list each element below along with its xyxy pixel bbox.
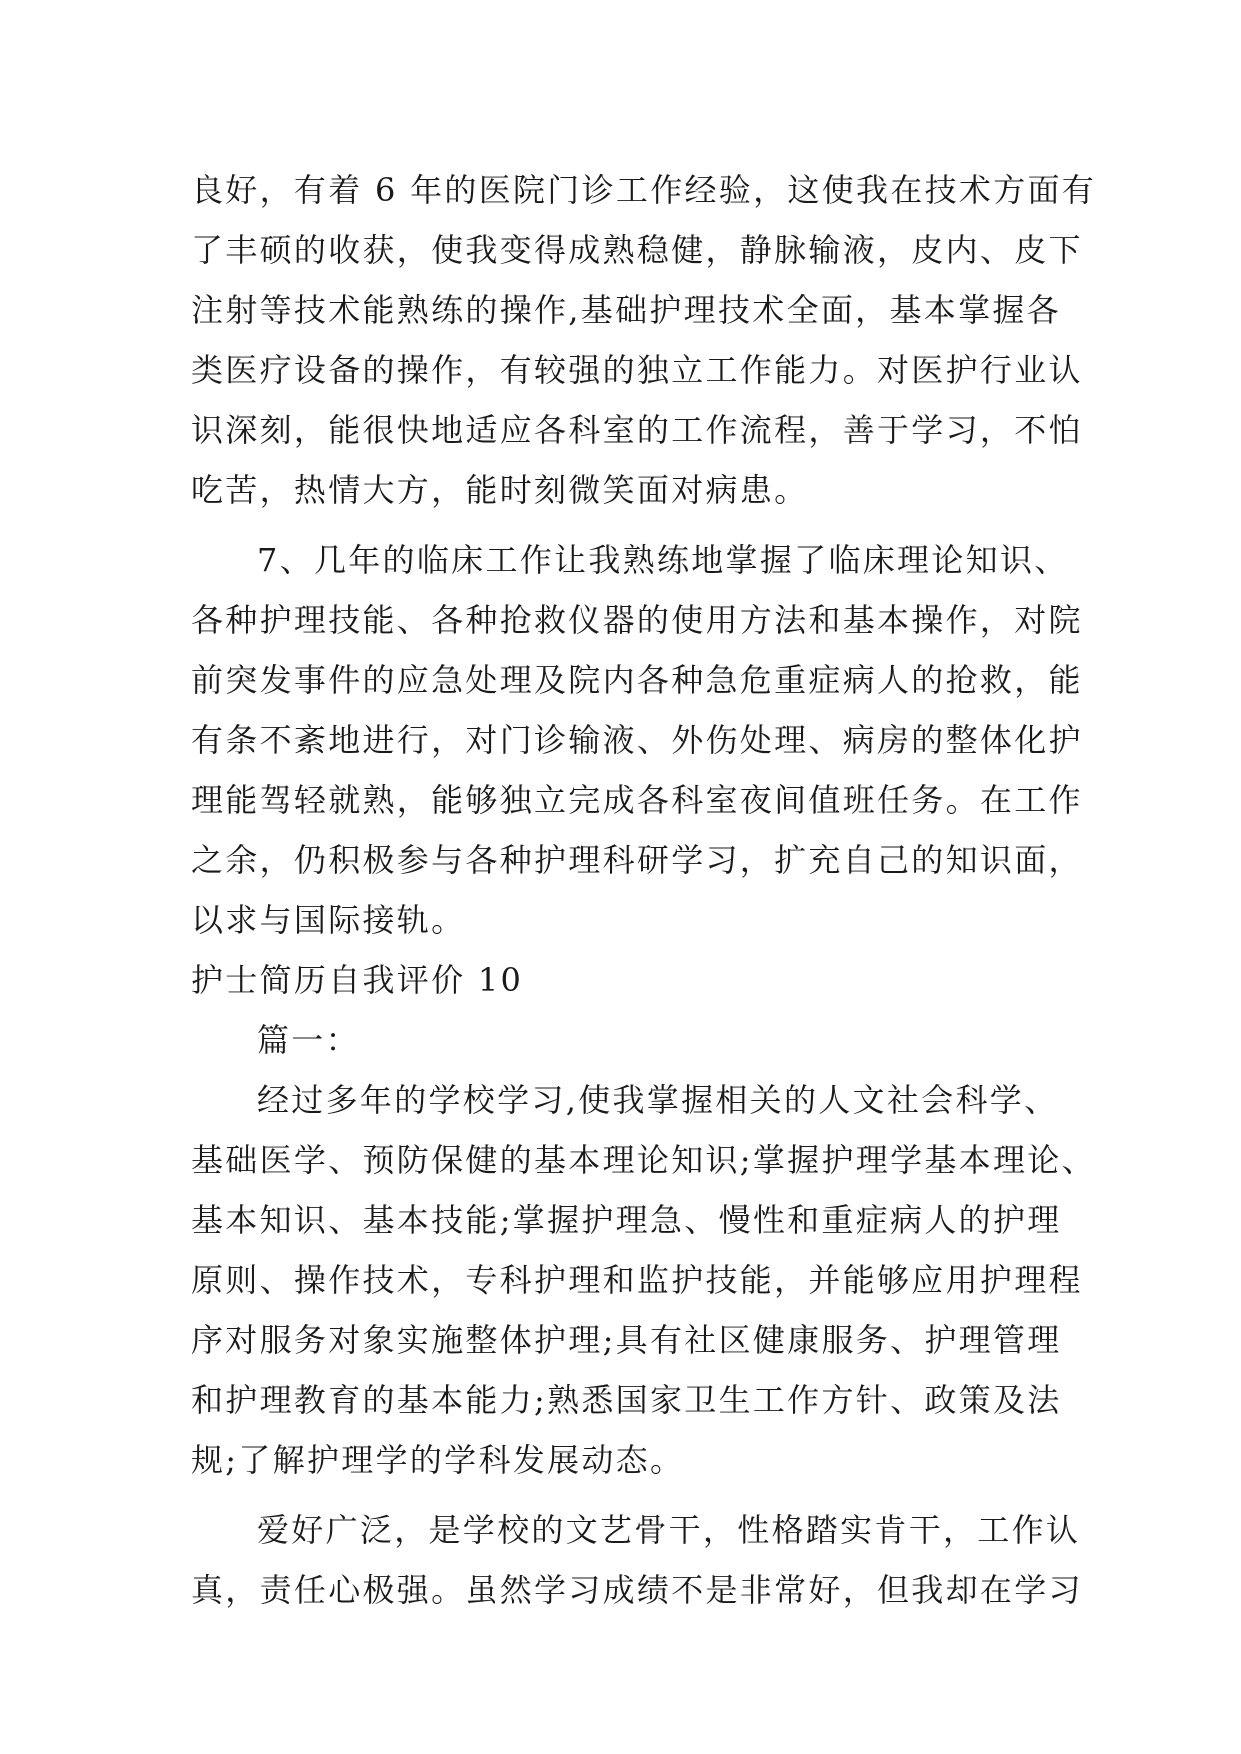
section-subheading: 篇一： — [257, 1021, 360, 1059]
text-line: 基础医学、预防保健的基本理论知识;掌握护理学基本理论、 — [191, 1141, 1096, 1179]
text-line: 和护理教育的基本能力;熟悉国家卫生工作方针、政策及法 — [191, 1381, 1062, 1419]
section-heading: 护士简历自我评价 10 — [191, 961, 524, 999]
text-line: 了丰硕的收获，使我变得成熟稳健，静脉输液，皮内、皮下 — [191, 231, 1083, 269]
paragraph-start-line: 经过多年的学校学习,使我掌握相关的人文社会科学、 — [257, 1081, 1059, 1119]
paragraph-start-line: 7、几年的临床工作让我熟练地掌握了临床理论知识、 — [257, 541, 1069, 579]
document-body — [191, 160, 1097, 1620]
text-line: 规;了解护理学的学科发展动态。 — [191, 1441, 685, 1479]
text-line: 以求与国际接轨。 — [191, 901, 466, 939]
text-line: 理能驾轻就熟，能够独立完成各科室夜间值班任务。在工作 — [191, 781, 1083, 819]
text-line: 序对服务对象实施整体护理;具有社区健康服务、护理管理 — [191, 1321, 1062, 1359]
text-line: 前突发事件的应急处理及院内各种急危重症病人的抢救，能 — [191, 661, 1083, 699]
text-line: 真，责任心极强。虽然学习成绩不是非常好，但我却在学习 — [191, 1571, 1083, 1609]
text-line: 良好，有着 6 年的医院门诊工作经验，这使我在技术方面有 — [191, 171, 1097, 209]
text-line: 基本知识、基本技能;掌握护理急、慢性和重症病人的护理 — [191, 1201, 1062, 1239]
text-line: 吃苦，热情大方，能时刻微笑面对病患。 — [191, 471, 809, 509]
text-line: 有条不紊地进行，对门诊输液、外伤处理、病房的整体化护 — [191, 721, 1083, 759]
paragraph-start-line: 爱好广泛，是学校的文艺骨干，性格踏实肯干，工作认 — [257, 1511, 1081, 1549]
text-line: 识深刻，能很快地适应各科室的工作流程，善于学习，不怕 — [191, 411, 1083, 449]
text-line: 各种护理技能、各种抢救仪器的使用方法和基本操作，对院 — [191, 601, 1083, 639]
text-line: 原则、操作技术，专科护理和监护技能，并能够应用护理程 — [191, 1261, 1083, 1299]
text-line: 类医疗设备的操作，有较强的独立工作能力。对医护行业认 — [191, 351, 1083, 389]
text-line: 注射等技术能熟练的操作,基础护理技术全面，基本掌握各 — [191, 291, 1061, 329]
text-line: 之余，仍积极参与各种护理科研学习，扩充自己的知识面， — [191, 841, 1083, 879]
